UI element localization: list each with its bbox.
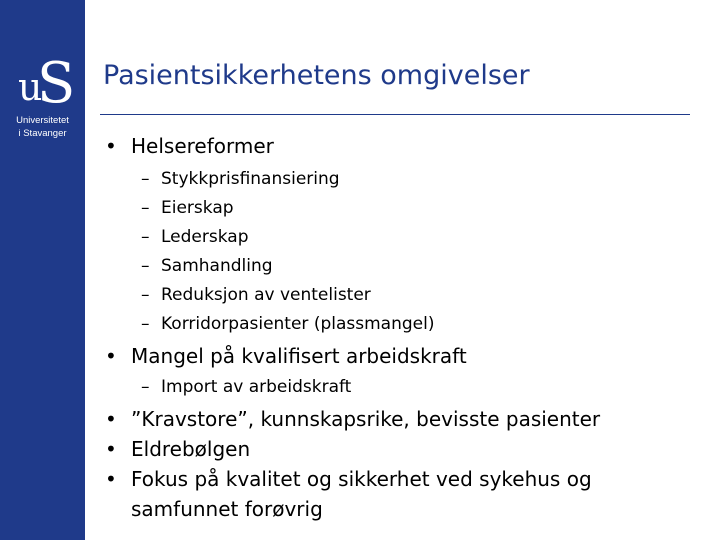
bullet-icon: •: [105, 437, 117, 461]
dash-icon: –: [141, 314, 150, 334]
bullet-item: [105, 464, 705, 524]
logo-text-line2: i Stavanger: [18, 128, 67, 139]
logo-mark: [0, 51, 85, 116]
slide-title: Pasientsikkerhetens omgivelser: [103, 60, 530, 91]
bullet-icon: •: [105, 134, 117, 158]
dash-icon: –: [141, 227, 150, 247]
sub-item: [105, 310, 705, 339]
sub-item: [105, 223, 705, 252]
bullet-icon: •: [105, 407, 117, 431]
sub-item-text: Import av arbeidskraft: [161, 377, 352, 397]
sub-item-text: Eierskap: [161, 198, 234, 218]
bullet-item: [105, 434, 705, 464]
slide-content: [105, 131, 705, 524]
bullet-text: Mangel på kvalifisert arbeidskraft: [131, 344, 467, 368]
sub-item: [105, 252, 705, 281]
sub-item: [105, 373, 705, 402]
dash-icon: –: [141, 198, 150, 218]
dash-icon: –: [141, 256, 150, 276]
bullet-icon: •: [105, 467, 117, 491]
bullet-text: Eldrebølgen: [131, 437, 251, 461]
sub-item: [105, 194, 705, 223]
bullet-text: Fokus på kvalitet og sikkerhet ved sykehus og samfunnet forøvrig: [131, 467, 592, 521]
bullet-icon: •: [105, 344, 117, 368]
logo-mark-u: u: [18, 65, 43, 109]
bullet-text: ”Kravstore”, kunnskapsrike, bevisste pasienter: [131, 407, 601, 431]
university-logo: [0, 51, 85, 139]
dash-icon: –: [141, 285, 150, 305]
sub-item-text: Lederskap: [161, 227, 249, 247]
dash-icon: –: [141, 169, 150, 189]
sub-item: [105, 165, 705, 194]
bullet-item: [105, 341, 705, 371]
sub-item-text: Samhandling: [161, 256, 273, 276]
logo-text-line1: Universitetet: [16, 115, 69, 126]
bullet-item: [105, 404, 705, 434]
logo-mark-s: S: [37, 51, 76, 116]
bullet-item: [105, 131, 705, 161]
sub-item-text: Stykkprisfinansiering: [161, 169, 340, 189]
sub-item-text: Reduksjon av ventelister: [161, 285, 371, 305]
sub-item: [105, 281, 705, 310]
bullet-text: Helsereformer: [131, 134, 274, 158]
sub-item-text: Korridorpasienter (plassmangel): [161, 314, 435, 334]
dash-icon: –: [141, 377, 150, 397]
title-divider: [100, 114, 690, 115]
